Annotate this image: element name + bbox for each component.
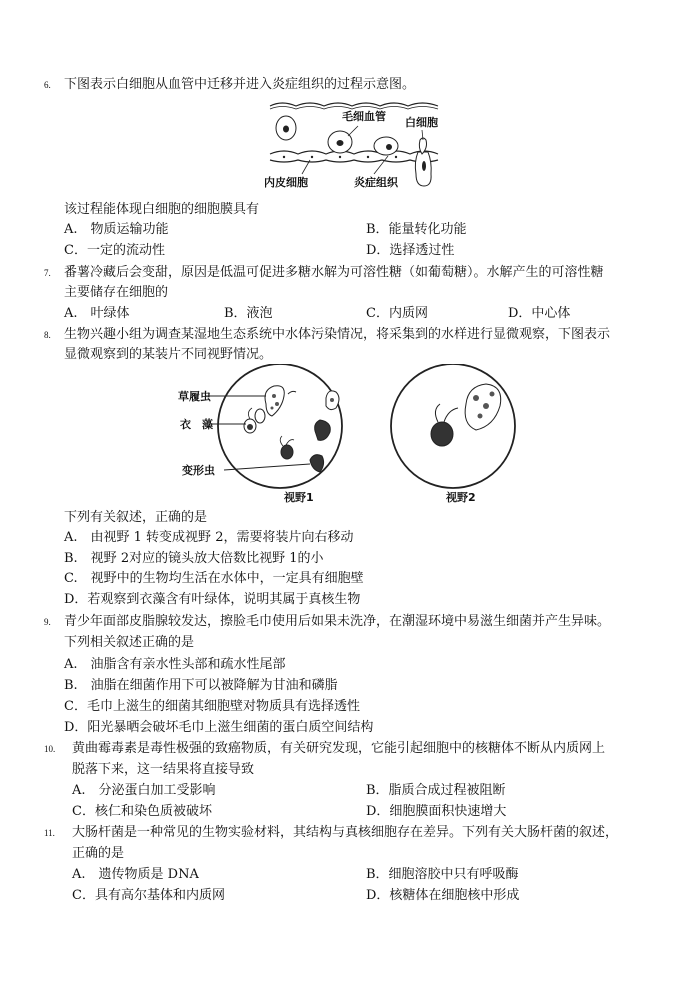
- question-11-number: 11.: [44, 828, 55, 838]
- label-view-1: 视野1: [284, 491, 314, 504]
- question-11-option-d: D．核糖体在细胞核中形成: [366, 888, 520, 903]
- question-6-number: 6.: [44, 80, 51, 90]
- question-9-stem-line2: 下列相关叙述正确的是: [64, 635, 195, 650]
- question-7-stem-line2: 主要储存在细胞的: [64, 285, 169, 300]
- question-9-stem-line1: 青少年面部皮脂腺较发达，擦脸毛巾使用后如果未洗净，在潮湿环境中易滋生细菌并产生异味。: [64, 614, 611, 629]
- question-8-stem-line3: 下列有关叙述，正确的是: [64, 510, 208, 525]
- question-10-option-b: B．脂质合成过程被阻断: [366, 783, 506, 798]
- question-11-option-a: A. 遗传物质是 DNA: [72, 867, 199, 882]
- question-7-option-c: C．内质网: [366, 306, 428, 321]
- question-10-stem-line2: 脱落下来，这一结果将直接导致: [72, 762, 255, 777]
- question-6-option-c: C．一定的流动性: [64, 243, 165, 258]
- question-8-stem-line1: 生物兴趣小组为调查某湿地生态系统中水体污染情况，将采集到的水样进行显微观察，下图表示: [64, 327, 611, 342]
- question-9-number: 9.: [44, 617, 51, 627]
- label-view-2: 视野2: [446, 491, 476, 504]
- question-8-option-b: B. 视野 2对应的镜头放大倍数比视野 1的小: [64, 551, 324, 566]
- question-7-option-a: A. 叶绿体: [64, 306, 130, 321]
- question-8-number: 8.: [44, 330, 51, 340]
- label-wbc: 白细胞: [405, 116, 438, 129]
- question-7-option-b: B．液泡: [224, 306, 273, 321]
- question-7-stem-line1: 番薯冷藏后会变甜，原因是低温可促进多糖水解为可溶性糖（如葡萄糖）。水解产生的可溶性糖: [64, 265, 604, 280]
- question-8-option-a: A. 由视野 1 转变成视野 2，需要将装片向右移动: [64, 530, 354, 545]
- leukocyte-migration-figure: [262, 96, 452, 192]
- question-11-stem-line1: 大肠杆菌是一种常见的生物实验材料，其结构与真核细胞存在差异。下列有关大肠杆菌的叙述，: [72, 825, 619, 840]
- question-10-option-a: A. 分泌蛋白加工受影响: [72, 783, 216, 798]
- label-amoeba: 变形虫: [182, 464, 215, 477]
- question-6-option-a: A. 物质运输功能: [64, 222, 169, 237]
- question-6-option-d: D．选择透过性: [366, 243, 455, 258]
- question-10-option-d: D．细胞膜面积快速增大: [366, 804, 507, 819]
- question-8-stem-line2: 显微观察到的某装片不同视野情况。: [64, 347, 273, 362]
- label-inflamed-tissue: 炎症组织: [354, 176, 398, 189]
- microscope-views-figure: [176, 364, 526, 504]
- question-6-stem2: 该过程能体现白细胞的细胞膜具有: [64, 202, 260, 217]
- question-6-option-b: B．能量转化功能: [366, 222, 467, 237]
- label-paramecium: 草履虫: [178, 390, 211, 403]
- label-capillary: 毛细血管: [342, 110, 386, 123]
- label-chlamydomonas: 衣 藻: [180, 418, 213, 431]
- question-11-option-c: C．具有高尔基体和内质网: [72, 888, 225, 903]
- question-10-stem-line1: 黄曲霉毒素是毒性极强的致癌物质，有关研究发现，它能引起细胞中的核糖体不断从内质网上: [72, 741, 606, 756]
- question-7-option-d: D．中心体: [508, 306, 571, 321]
- question-9-option-d: D．阳光暴晒会破坏毛巾上滋生细菌的蛋白质空间结构: [64, 720, 374, 735]
- label-endothelium: 内皮细胞: [264, 176, 308, 189]
- question-8-option-c: C. 视野中的生物均生活在水体中，一定具有细胞壁: [64, 571, 364, 586]
- question-11-option-b: B．细胞溶胶中只有呼吸酶: [366, 867, 519, 882]
- question-9-option-c: C．毛巾上滋生的细菌其细胞壁对物质具有选择透性: [64, 699, 360, 714]
- question-6-stem: 下图表示白细胞从血管中迁移并进入炎症组织的过程示意图。: [64, 77, 416, 92]
- question-8-option-d: D．若观察到衣藻含有叶绿体，说明其属于真核生物: [64, 592, 361, 607]
- question-10-option-c: C．核仁和染色质被破坏: [72, 804, 212, 819]
- question-11-stem-line2: 正确的是: [72, 846, 125, 861]
- question-9-option-b: B. 油脂在细菌作用下可以被降解为甘油和磷脂: [64, 678, 338, 693]
- question-7-number: 7.: [44, 268, 51, 278]
- question-10-number: 10.: [44, 744, 56, 754]
- question-9-option-a: A. 油脂含有亲水性头部和疏水性尾部: [64, 657, 286, 672]
